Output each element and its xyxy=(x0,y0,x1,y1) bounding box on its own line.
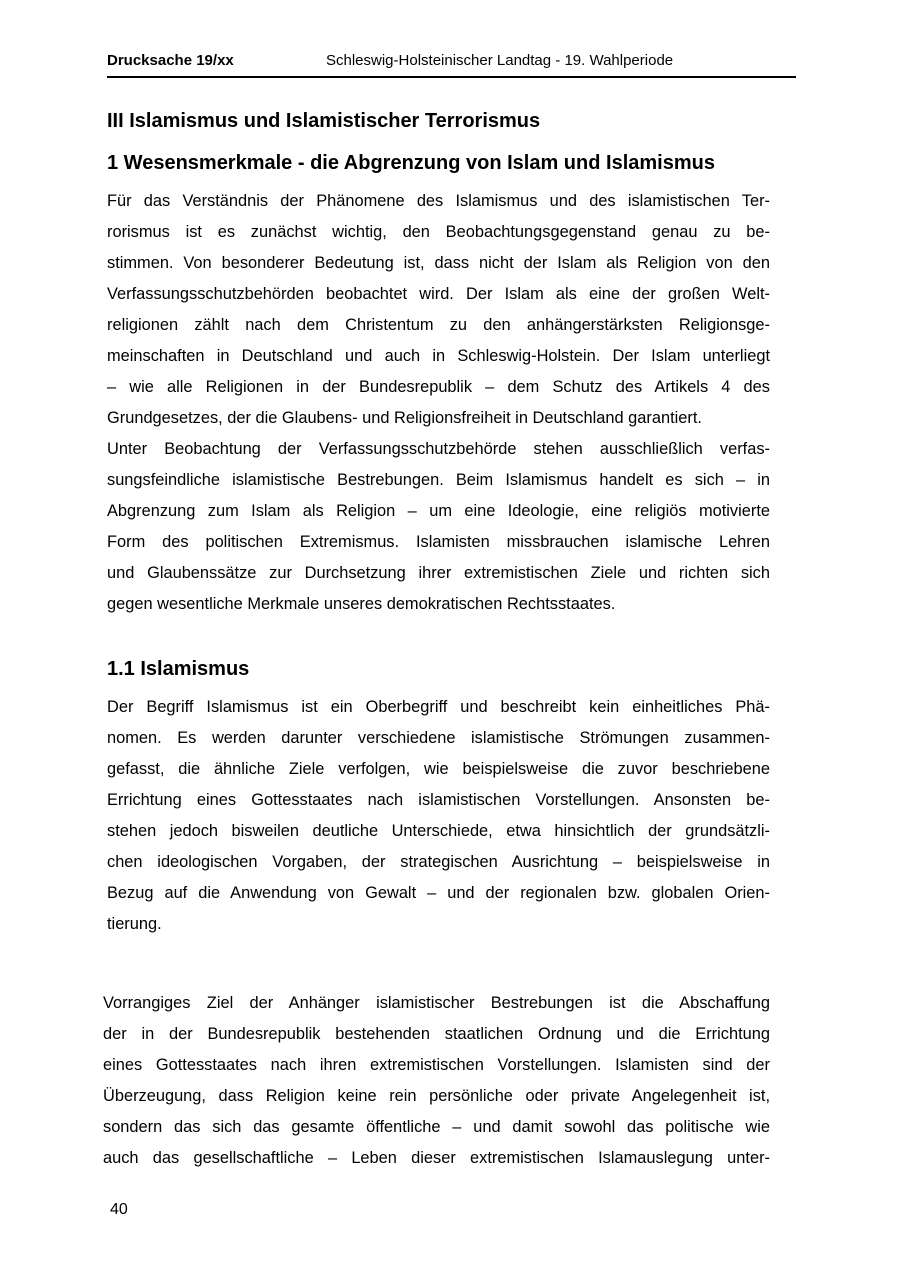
subsection-title: 1 Wesensmerkmale - die Abgrenzung von Islam und Islamismus xyxy=(107,152,715,174)
text-line: eines Gottesstaates nach ihren extremistischen Vorstellungen. Islamisten sind der xyxy=(103,1056,770,1074)
text-line: tierung. xyxy=(107,915,162,933)
text-line: rorismus ist es zunächst wichtig, den Beobachtungsgegenstand genau zu be- xyxy=(107,223,770,241)
text-line: Überzeugung, dass Religion keine rein persönliche oder private Angelegenheit ist, xyxy=(103,1087,770,1105)
text-line: gefasst, die ähnliche Ziele verfolgen, wie beispielsweise die zuvor beschriebene xyxy=(107,760,770,778)
text-line: sungsfeindliche islamistische Bestrebungen. Beim Islamismus handelt es sich – in xyxy=(107,471,770,489)
section-title: III Islamismus und Islamistischer Terrorismus xyxy=(107,110,541,132)
text-line: Der Begriff Islamismus ist ein Oberbegriff und beschreibt kein einheitliches Phä- xyxy=(107,698,770,716)
main-content xyxy=(107,108,770,940)
paragraph-2 xyxy=(107,692,770,940)
text-line: Grundgesetzes, der die Glaubens- und Religionsfreiheit in Deutschland garantiert. xyxy=(107,409,702,427)
text-line: Unter Beobachtung der Verfassungsschutzbehörde stehen ausschließlich verfas- xyxy=(107,440,770,458)
text-line: stehen jedoch bisweilen deutliche Unterschiede, etwa hinsichtlich der grundsätzli- xyxy=(107,822,770,840)
text-line: Für das Verständnis der Phänomene des Islamismus und des islamistischen Ter- xyxy=(107,192,770,210)
paragraph-1 xyxy=(107,186,770,620)
text-line: nomen. Es werden darunter verschiedene islamistische Strömungen zusammen- xyxy=(107,729,770,747)
text-line: Errichtung eines Gottesstaates nach islamistischen Vorstellungen. Ansonsten be- xyxy=(107,791,770,809)
text-line: Bezug auf die Anwendung von Gewalt – und der regionalen bzw. globalen Orien- xyxy=(107,884,770,902)
text-line: und Glaubenssätze zur Durchsetzung ihrer extremistischen Ziele und richten sich xyxy=(107,564,770,582)
text-line: sondern das sich das gesamte öffentliche – und damit sowohl das politische wie xyxy=(103,1118,770,1136)
paragraph-3 xyxy=(103,988,770,1174)
text-line: stimmen. Von besonderer Bedeutung ist, dass nicht der Islam als Religion von den xyxy=(107,254,770,272)
page-header xyxy=(107,52,796,78)
subsection-2-title: 1.1 Islamismus xyxy=(107,658,250,680)
publisher-title: Schleswig-Holsteinischer Landtag - 19. Wahlperiode xyxy=(326,52,674,69)
text-line: gegen wesentliche Merkmale unseres demokratischen Rechtsstaates. xyxy=(107,595,616,613)
text-line: chen ideologischen Vorgaben, der strategischen Ausrichtung – beispielsweise in xyxy=(107,853,770,871)
page-number: 40 xyxy=(110,1201,128,1218)
text-line: meinschaften in Deutschland und auch in Schleswig-Holstein. Der Islam unterliegt xyxy=(107,347,770,365)
text-line: religionen zählt nach dem Christentum zu den anhängerstärksten Religionsge- xyxy=(107,316,770,334)
text-line: Verfassungsschutzbehörden beobachtet wird. Der Islam als eine der großen Welt- xyxy=(107,285,770,303)
text-line: Abgrenzung zum Islam als Religion – um eine Ideologie, eine religiös motivierte xyxy=(107,502,770,520)
text-line: – wie alle Religionen in der Bundesrepublik – dem Schutz des Artikels 4 des xyxy=(107,378,770,396)
document-id: Drucksache 19/xx xyxy=(107,52,234,69)
text-line: der in der Bundesrepublik bestehenden staatlichen Ordnung und die Errichtung xyxy=(103,1025,770,1043)
text-line: auch das gesellschaftliche – Leben dieser extremistischen Islamauslegung unter- xyxy=(103,1149,770,1167)
text-line: Vorrangiges Ziel der Anhänger islamistischer Bestrebungen ist die Abschaffung xyxy=(103,994,770,1012)
text-line: Form des politischen Extremismus. Islamisten missbrauchen islamische Lehren xyxy=(107,533,770,551)
